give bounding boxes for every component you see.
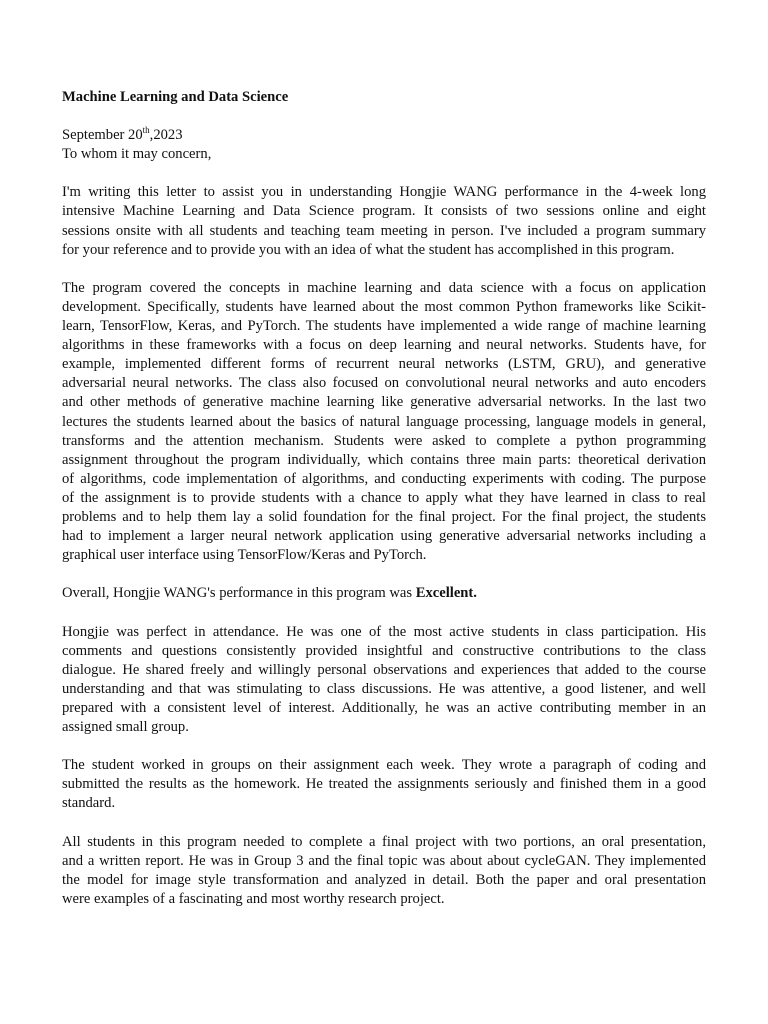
- body-paragraph: [62, 833, 706, 909]
- paragraph-line: had to implement a larger neural network application using generative adversarial networks including a: [62, 528, 706, 545]
- paragraph-line: of the assignment is to provide students with a chance to apply what they have learned in class to real: [62, 489, 706, 506]
- paragraph-line: Hongjie was perfect in attendance. He was one of the most active students in class participation. His: [62, 623, 706, 640]
- letter-date: [62, 126, 706, 145]
- paragraph-line: of algorithms, code implementation of algorithms, and conducting experiments with coding. The purpose: [62, 470, 706, 487]
- paragraph-line: and other methods of generative machine learning like generative adversarial networks. In the last two: [62, 394, 706, 411]
- paragraph-line: and a written report. He was in Group 3 and the final topic was about about cycleGAN. They implemented: [62, 852, 706, 869]
- paragraph-line: algorithms in these frameworks with a focus on deep learning and neural networks. Students have, for: [62, 337, 706, 354]
- paragraph-line: graphical user interface using TensorFlow/Keras and PyTorch.: [62, 547, 427, 564]
- overall-text: Overall, Hongjie WANG's performance in this program was: [62, 585, 416, 602]
- overall-rating-line: [62, 584, 706, 603]
- paragraph-line: dialogue. He shared freely and willingly personal observations and experiences that added to the course: [62, 661, 706, 678]
- paragraph-line: example, implemented different forms of recurrent neural networks (LSTM, GRU), and generative: [62, 356, 706, 373]
- paragraph-line: All students in this program needed to complete a final project with two portions, an oral presentation,: [62, 833, 706, 850]
- body-paragraph: [62, 279, 706, 565]
- paragraph-line: development. Specifically, students have learned about the most common Python frameworks like Scikit-: [62, 298, 706, 315]
- paragraph-line: problems and to help them lay a solid foundation for the final project. For the final project, the students: [62, 508, 706, 525]
- paragraph-line: comments and questions consistently provided insightful and constructive contributions to the class: [62, 642, 706, 659]
- body-paragraph: [62, 756, 706, 813]
- paragraph-line: adversarial neural networks. The class also focused on convolutional neural networks and auto encoders: [62, 375, 706, 392]
- date-ordinal: th: [142, 125, 150, 136]
- paragraph-line: lectures the students learned about the basics of natural language processing, language models in general,: [62, 413, 706, 430]
- body-paragraph: [62, 623, 706, 738]
- paragraph-line: The student worked in groups on their assignment each week. They wrote a paragraph of coding and: [62, 757, 706, 774]
- salutation: To whom it may concern,: [62, 146, 212, 163]
- paragraph-line: submitted the results as the homework. He treated the assignments seriously and finished them in a good: [62, 776, 706, 793]
- letter: [62, 88, 706, 928]
- paragraph-line: sessions onsite with all students and teaching team meeting in person. I've included a program summary: [62, 222, 706, 239]
- paragraph-line: The program covered the concepts in machine learning and data science with a focus on application: [62, 279, 706, 296]
- paragraph-line: learn, TensorFlow, Keras, and PyTorch. The students have implemented a wide range of machine learning: [62, 318, 706, 335]
- paragraph-line: the model for image style transformation and analyzed in detail. Both the paper and oral presentation: [62, 871, 706, 888]
- paragraph-line: I'm writing this letter to assist you in understanding Hongjie WANG performance in the 4-week long: [62, 184, 706, 201]
- paragraph-line: assigned small group.: [62, 719, 189, 735]
- date-year: ,2023: [149, 127, 183, 144]
- body-paragraph: [62, 183, 706, 259]
- overall-rating: Excellent.: [415, 585, 477, 602]
- paragraph-line: were examples of a fascinating and most worthy research project.: [62, 890, 445, 907]
- paragraph-line: for your reference and to provide you with an idea of what the student has accomplished in this program.: [62, 241, 675, 258]
- paragraph-line: transforms and the attention mechanism. Students were asked to complete a python programming: [62, 432, 706, 449]
- date-text: September 20: [62, 127, 143, 144]
- paragraph-line: standard.: [62, 795, 116, 812]
- letter-title: Machine Learning and Data Science: [62, 89, 289, 105]
- paragraph-line: intensive Machine Learning and Data Science program. It consists of two sessions online and eight: [62, 203, 706, 220]
- paragraph-line: understanding and that was stimulating to class discussions. He was attentive, a good listener, and well: [62, 680, 706, 697]
- paragraph-line: assignment throughout the program individually, which contains three main parts: theoretical derivation: [62, 451, 706, 468]
- paragraph-line: prepared with a consistent level of interest. Additionally, he was an active contributing member in an: [62, 699, 706, 716]
